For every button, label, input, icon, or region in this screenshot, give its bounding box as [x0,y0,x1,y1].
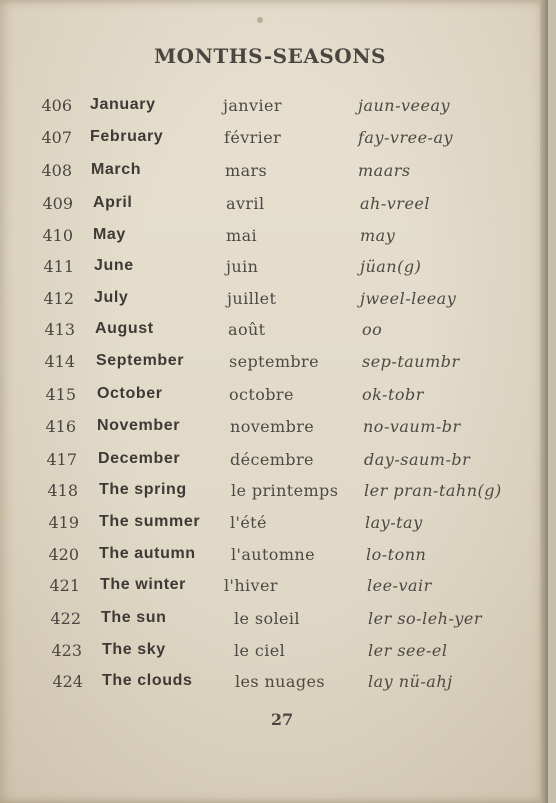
entry-row [0,226,540,252]
entry-english: September [96,352,185,369]
page-title: MONTHS-SEASONS [154,44,386,68]
entry-french: septembre [229,352,319,371]
entry-pronunciation: lee-vair [367,576,432,595]
entry-row [0,385,540,411]
entry-english: The winter [100,576,187,593]
entry-number: 407 [41,128,72,147]
entry-number: 423 [51,641,82,660]
entry-english: December [98,450,181,467]
entry-pronunciation: ler see-el [368,641,448,660]
entry-number: 419 [48,513,79,532]
entry-english: January [90,96,156,113]
entry-french: janvier [223,96,282,115]
entry-english: March [91,161,142,178]
entry-number: 416 [45,417,76,436]
entry-english: April [93,194,133,211]
entry-pronunciation: ok-tobr [362,385,424,404]
entry-english: The summer [99,513,201,530]
entry-english: The spring [99,481,187,498]
entry-french: décembre [230,450,314,469]
entry-row [0,352,540,378]
entry-pronunciation: may [360,226,396,245]
entry-english: October [97,385,163,402]
entry-english: The autumn [99,545,196,562]
entry-number: 415 [45,385,76,404]
entry-pronunciation: fay-vree-ay [358,128,454,147]
entry-pronunciation: oo [362,320,383,339]
entry-row [0,545,540,571]
entry-row [0,417,540,443]
entry-pronunciation: jaun-veeay [358,96,451,115]
entry-french: février [224,128,282,147]
entry-number: 417 [46,450,77,469]
entry-number: 424 [52,672,83,691]
entry-pronunciation: lay nü-ahj [368,672,453,691]
entry-french: l'hiver [224,576,278,595]
entry-row [0,450,540,476]
entry-row [0,128,540,154]
entry-number: 410 [42,226,73,245]
page-number: 27 [270,710,294,729]
entry-french: mars [225,161,268,180]
entry-french: le soleil [234,609,300,628]
entry-french: novembre [230,417,315,436]
entry-english: The sun [101,609,167,626]
entry-english: May [93,226,126,243]
entry-english: The clouds [102,672,193,689]
entry-number: 409 [42,194,73,213]
entry-french: juin [226,257,259,276]
entry-pronunciation: day-saum-br [364,450,471,469]
binding-dot [257,17,263,23]
entry-french: août [228,320,266,339]
entry-english: November [97,417,181,434]
entry-english: July [94,289,129,306]
entry-pronunciation: ler so-leh-yer [368,609,483,628]
entry-english: The sky [102,641,166,658]
entry-row [0,257,540,283]
entry-row [0,481,540,507]
entry-row [0,641,540,667]
entry-number: 414 [44,352,75,371]
entry-english: February [90,128,164,145]
entry-pronunciation: sep-taumbr [362,352,460,371]
entry-row [0,289,540,315]
entry-row [0,576,540,602]
entry-french: les nuages [235,672,325,691]
entry-number: 420 [48,545,79,564]
entry-row [0,194,540,220]
entry-french: juillet [227,289,277,308]
entry-row [0,609,540,635]
entry-pronunciation: no-vaum-br [363,417,461,436]
entry-pronunciation: ler pran-tahn(g) [364,481,502,500]
entry-french: le ciel [234,641,286,660]
page-edge [540,0,548,803]
entry-pronunciation: lo-tonn [366,545,427,564]
entry-pronunciation: lay-tay [365,513,423,532]
entry-french: avril [226,194,265,213]
entry-number: 411 [43,257,74,276]
entry-row [0,96,540,122]
entry-number: 413 [44,320,75,339]
entry-english: August [95,320,154,337]
entry-pronunciation: maars [358,161,411,180]
entry-french: mai [226,226,258,245]
entry-french: le printemps [231,481,339,500]
entry-english: June [94,257,134,274]
entry-number: 412 [43,289,74,308]
entry-row [0,672,540,698]
entry-french: octobre [229,385,294,404]
entry-number: 408 [41,161,72,180]
entry-pronunciation: ah-vreel [360,194,430,213]
entry-row [0,513,540,539]
entry-french: l'été [230,513,267,532]
entry-number: 422 [50,609,81,628]
entry-pronunciation: jweel-leeay [360,289,457,308]
entry-row [0,320,540,346]
entry-french: l'automne [231,545,315,564]
entry-pronunciation: jüan(g) [360,257,422,276]
entry-number: 406 [41,96,72,115]
entry-number: 421 [49,576,80,595]
entry-row [0,161,540,187]
entry-number: 418 [47,481,78,500]
